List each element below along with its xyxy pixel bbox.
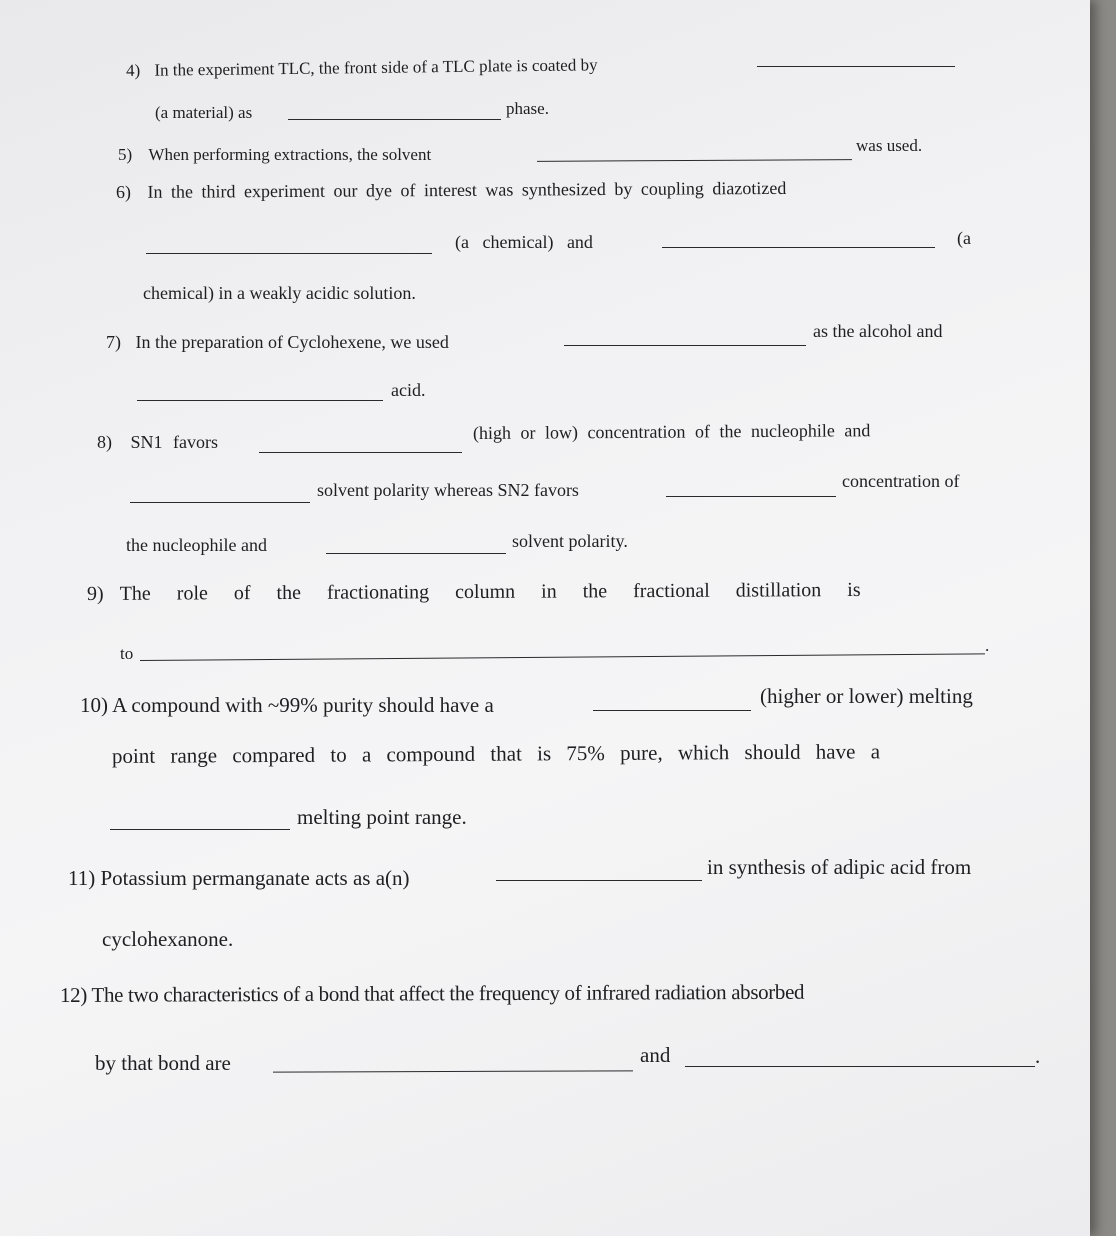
answer-blank-q4-material[interactable] (757, 66, 955, 67)
question-text: In the third experiment our dye of interest was synthesized by coupling diazotized (147, 177, 787, 202)
question-4-line-2b: phase. (506, 99, 549, 118)
answer-blank-q8-sn2-polarity[interactable] (326, 553, 506, 554)
question-8-line-3b: solvent polarity. (512, 531, 628, 551)
answer-blank-q8-sn1-polarity[interactable] (130, 502, 310, 503)
question-8-line-2b: concentration of (842, 471, 960, 491)
question-6-mid: (a chemical) and (455, 232, 593, 252)
question-text: The two characteristics of a bond that affect the frequency of infrared radiation absorbed (91, 979, 805, 1007)
answer-blank-q10-higher-lower[interactable] (593, 710, 751, 711)
question-10-line-3: melting point range. (297, 805, 467, 829)
question-text: The role of the fractionating column in the fractional distillation is (119, 578, 861, 605)
answer-blank-q8-sn2-concentration[interactable] (666, 496, 836, 497)
question-8-line-2a: solvent polarity whereas SN2 favors (317, 480, 579, 500)
question-text: A compound with ~99% purity should have a (112, 693, 494, 717)
answer-blank-q11-role[interactable] (496, 880, 702, 881)
question-9-end: . (985, 636, 990, 655)
question-text: In the preparation of Cyclohexene, we used (135, 332, 449, 352)
question-number: 12) (59, 982, 88, 1007)
question-number: 6) (115, 181, 132, 202)
answer-blank-q8-sn1-concentration[interactable] (259, 452, 462, 453)
question-12-line-2b: and (640, 1043, 671, 1067)
question-7-line-2: acid. (391, 380, 426, 400)
question-number: 5) (118, 145, 133, 164)
question-10-line-2: point range compared to a compound that is 75% pure, which should have a (111, 739, 881, 768)
question-12-end: . (1035, 1044, 1041, 1068)
question-number: 11) (68, 866, 96, 890)
question-10-line-1 (80, 695, 494, 716)
question-text: SN1 favors (130, 432, 218, 452)
question-12-line-1 (59, 979, 805, 1007)
answer-blank-q6-chemical-1[interactable] (146, 253, 432, 254)
question-8-line-1b: (high or low) concentration of the nucleophile and (472, 420, 871, 443)
answer-blank-q5-solvent[interactable] (537, 159, 852, 162)
question-4-line-2a: (a material) as (155, 103, 253, 122)
question-11-line-2: cyclohexanone. (102, 927, 234, 951)
question-number: 9) (86, 582, 104, 605)
answer-blank-q6-chemical-2[interactable] (662, 247, 935, 248)
question-number: 7) (106, 332, 121, 352)
answer-blank-q7-acid[interactable] (137, 400, 383, 401)
answer-blank-q12-characteristic-1[interactable] (273, 1070, 633, 1072)
answer-blank-q12-characteristic-2[interactable] (685, 1066, 1035, 1067)
question-9-line-2: to (120, 644, 134, 663)
question-5-line-1 (118, 146, 431, 163)
question-6-end: (a (957, 228, 971, 248)
question-text: Potassium permanganate acts as a(n) (100, 866, 410, 890)
question-8-line-3a: the nucleophile and (126, 535, 267, 555)
question-6-line-1 (116, 179, 786, 201)
question-10-line-1b: (higher or lower) melting (760, 684, 973, 708)
question-7-end: as the alcohol and (813, 321, 943, 341)
question-7-line-1 (106, 333, 449, 351)
question-text: In the experiment TLC, the front side of a TLC plate is coated by (154, 55, 598, 80)
question-text: When performing extractions, the solvent (148, 145, 432, 164)
answer-blank-q10-range[interactable] (110, 829, 290, 830)
question-12-line-2a: by that bond are (95, 1051, 231, 1075)
question-number: 4) (125, 60, 141, 80)
question-number: 8) (97, 432, 112, 452)
question-5-end: was used. (856, 136, 923, 155)
question-8-line-1 (97, 433, 218, 451)
question-number: 10) (80, 693, 108, 717)
answer-blank-q4-phase[interactable] (288, 119, 501, 120)
answer-blank-q7-alcohol[interactable] (564, 345, 806, 346)
question-6-line-3: chemical) in a weakly acidic solution. (143, 283, 416, 303)
question-11-line-1 (68, 868, 410, 889)
answer-blank-q9-role[interactable] (140, 653, 985, 661)
question-9-line-1 (87, 580, 861, 604)
question-4-line-1 (126, 56, 598, 79)
question-11-line-1b: in synthesis of adipic acid from (707, 855, 972, 879)
